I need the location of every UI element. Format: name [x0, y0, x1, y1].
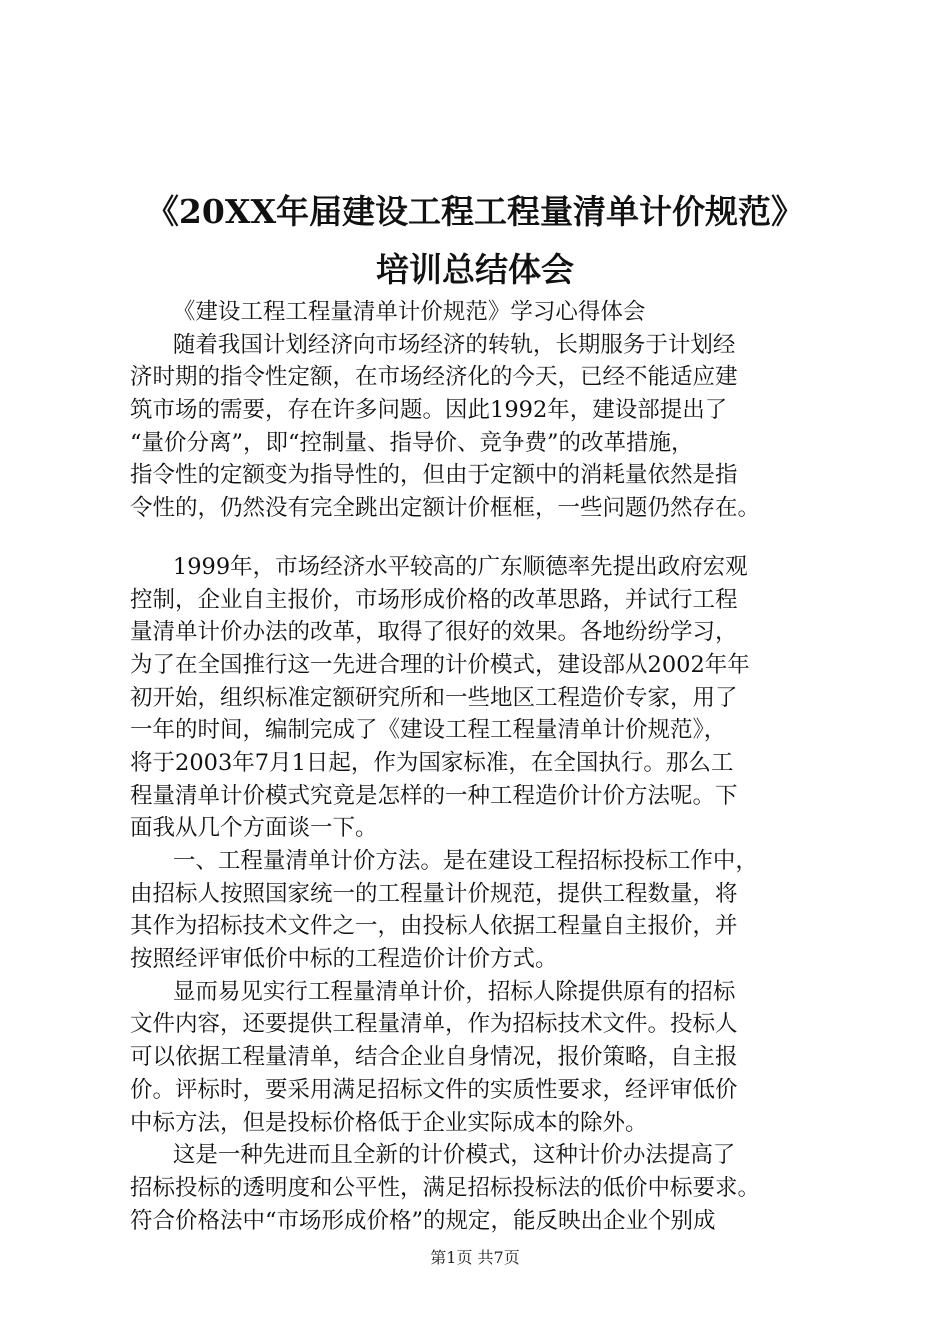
body-text-line: 由招标人按照国家统一的工程量计价规范，提供工程数量，将 [130, 880, 738, 907]
paragraph-gap [130, 525, 850, 551]
body-text-line: 中标方法，但是投标价格低于企业实际成本的除外。 [130, 1109, 648, 1136]
document-title-line-2: 培训总结体会 [376, 250, 574, 289]
body-text-line: 这是一种先进而且全新的计价模式，这种计价办法提高了 [130, 1142, 736, 1169]
body-text-line: 量清单计价办法的改革，取得了很好的效果。各地纷纷学习， [130, 619, 738, 646]
body-text-line: “量价分离”，即“控制量、指导价、竞争费”的改革措施， [130, 429, 694, 456]
body-text-line: 控制，企业自主报价，市场形成价格的改革思路，并试行工程 [130, 586, 738, 613]
document-body [130, 296, 850, 1237]
body-text-line: 指令性的定额变为指导性的，但由于定额中的消耗量依然是指 [130, 462, 738, 489]
body-text-line: 随着我国计划经济向市场经济的转轨，长期服务于计划经 [130, 331, 736, 358]
body-text-line: 《建设工程工程量清单计价规范》学习心得体会 [130, 299, 646, 325]
body-text-line: 为了在全国推行这一先进合理的计价模式，建设部从2002年年 [130, 651, 750, 678]
body-text-line: 一年的时间，编制完成了《建设工程工程量清单计价规范》， [130, 717, 727, 744]
body-text-line: 济时期的指令性定额，在市场经济化的今天，已经不能适应建 [130, 364, 738, 391]
body-text-line: 符合价格法中“市场形成价格”的规定，能反映出企业个别成 [130, 1207, 716, 1234]
body-text-line: 可以依据工程量清单，结合企业自身情况，报价策略，自主报 [130, 1044, 738, 1071]
body-text-line: 面我从几个方面谈一下。 [130, 815, 378, 842]
body-text-line: 筑市场的需要，存在许多问题。因此1992年，建设部提出了 [130, 397, 728, 424]
page-footer: 第1页 共7页 [430, 1248, 520, 1267]
body-text-line: 将于2003年7月1日起，作为国家标准，在全国执行。那么工 [130, 749, 734, 776]
body-text-line: 价。评标时，要采用满足招标文件的实质性要求，经评审低价 [130, 1076, 738, 1103]
document-title-line-1: 《20XX年届建设工程工程量清单计价规范》 [145, 192, 805, 231]
body-text-line: 其作为招标技术文件之一，由投标人依据工程量自主报价，并 [130, 913, 738, 940]
body-text-line: 招标投标的透明度和公平性，满足招标投标法的低价中标要求。 [130, 1174, 761, 1201]
body-text-line: 1999年，市场经济水平较高的广东顺德率先提出政府宏观 [130, 553, 748, 580]
body-text-line: 显而易见实行工程量清单计价，招标人除提供原有的招标 [130, 978, 736, 1005]
body-text-line: 程量清单计价模式究竟是怎样的一种工程造价计价方法呢。下 [130, 782, 738, 809]
body-text-line: 初开始，组织标准定额研究所和一些地区工程造价专家，用了 [130, 684, 738, 711]
body-text-line: 一、工程量清单计价方法。是在建设工程招标投标工作中， [130, 848, 758, 874]
body-text-line: 按照经评审低价中标的工程造价计价方式。 [130, 946, 558, 973]
body-text-line: 令性的，仍然没有完全跳出定额计价框框，一些问题仍然存在。 [130, 495, 761, 522]
body-text-line: 文件内容，还要提供工程量清单，作为招标技术文件。投标人 [130, 1011, 738, 1038]
